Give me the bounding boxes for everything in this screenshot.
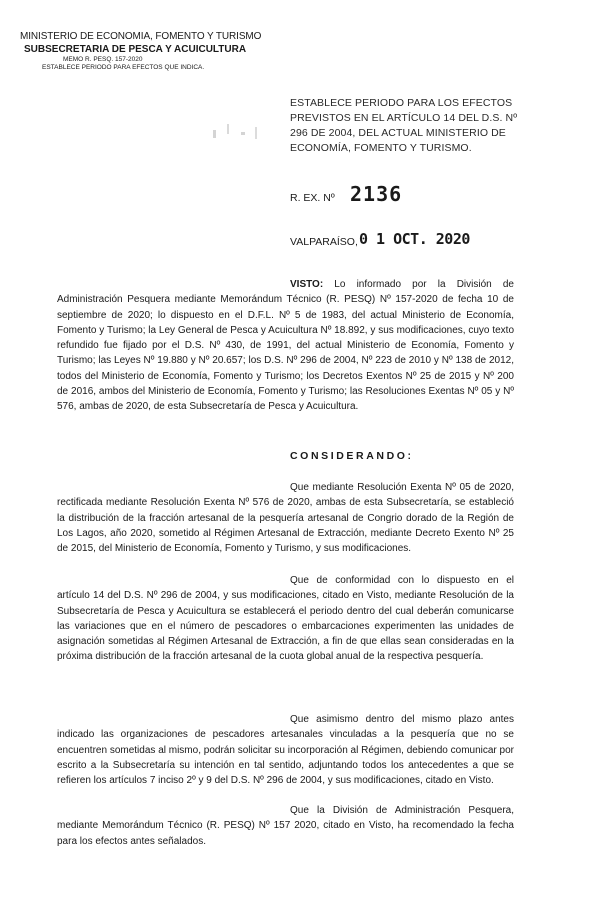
visto-label: VISTO: (290, 279, 324, 290)
subsecretaria-name: SUBSECRETARIA DE PESCA Y ACUICULTURA (24, 43, 247, 55)
ministry-name: MINISTERIO DE ECONOMIA, FOMENTO Y TURISMO (20, 31, 262, 42)
considerando-paragraph: Que de conformidad con lo dispuesto en el artículo 14 del D.S. Nº 296 de 2004, y sus modificaciones, citado en Visto, mediante Resolución de la Subsecretaría de Pesca y Acuicultura se establecerá el periodo dentro del cual deberán comunicarse las variaciones que en el número de pescadores o embarcaciones experimenten las unidades de asignación sometidas al Régimen Artesanal de Extracción, a fin de que ellas sean consideradas en la próxima distribución de la fracción artesanal de la cuota global anual de la respectiva pesquería. (57, 575, 514, 663)
considerando-paragraph: Que asimismo dentro del mismo plazo antes indicado las organizaciones de pescadores artesanales vinculadas a la pesquería que no se encuentren sometidas al mismo, podrán solicitar su incorporación al Régimen, debiendo comunicar por escrito a la Subsecretaría su intención en tal sentido, adjuntando todos los antecedentes a que se refieren los artículos 7 inciso 2º y 9 del D.S. Nº 296 de 2004, y sus modificaciones, citado en Visto. (57, 714, 514, 787)
document-summary: ESTABLECE PERIODO PARA EFECTOS QUE INDICA. (42, 64, 205, 72)
resolution-label: R. EX. Nº (290, 192, 335, 204)
visto-text: Lo informado por la División de Administración Pesquera mediante Memorándum Técnico (R. PESQ) Nº 157-2020 de fecha 10 de septiembre de 2020; lo dispuesto en el D.F.L. Nº 5 de 1983, del actual Ministerio de Economía, Fomento y Turismo; la Ley General de Pesca y Acuicultura Nº 18.892, y sus modificaciones, cuyo texto refundido fue fijado por el D.S. Nº 430, de 1991, del actual Ministerio de Economía, Fomento y Turismo; las Leyes Nº 19.880 y Nº 20.657; los D.S. Nº 296 de 2004, Nº 223 de 2010 y Nº 138 de 2012, todos del Ministerio de Economía, Fomento y Turismo; los Decretos Exentos Nº 25 de 2015 y Nº 200 de 2016, ambos del Ministerio de Economía, Fomento y Turismo; las Resoluciones Exentas Nº 05 y Nº 576, ambas de 2020, de esta Subsecretaría de Pesca y Acuicultura. (57, 279, 514, 413)
memo-reference: MEMO R. PESQ. 157-2020 (63, 56, 143, 63)
resolution-date: 0 1 OCT. 2020 (359, 230, 470, 248)
considerando-heading: CONSIDERANDO: (290, 450, 414, 462)
considerando-paragraph: Que la División de Administración Pesquera, mediante Memorándum Técnico (R. PESQ) Nº 157 2020, citado en Visto, ha recomendado la fecha para los efectos antes señalados. (57, 805, 514, 847)
considerando-paragraph: Que mediante Resolución Exenta Nº 05 de 2020, rectificada mediante Resolución Exenta Nº 576 de 2020, ambas de esta Subsecretaría, se estableció la distribución de la fracción artesanal de la pesquería artesanal de Congrio dorado de la Región de Los Lagos, año 2020, sometido al Régimen Artesanal de Extracción, mediante Decreto Exento Nº 25 de 2015, del Ministerio de Economía, Fomento y Turismo, y sus modificaciones. (57, 482, 514, 555)
letterhead (20, 31, 260, 72)
resolution-reference: ESTABLECE PERIODO PARA LOS EFECTOS PREVISTOS EN EL ARTÍCULO 14 DEL D.S. Nº 296 DE 2004, DEL ACTUAL MINISTERIO DE ECONOMÍA, FOMENTO Y TURISMO. (290, 97, 518, 154)
place-label: VALPARAÍSO, (290, 236, 358, 248)
visto-paragraph (57, 277, 514, 415)
faded-stamp (205, 118, 275, 154)
resolution-number: 2136 (350, 182, 403, 206)
